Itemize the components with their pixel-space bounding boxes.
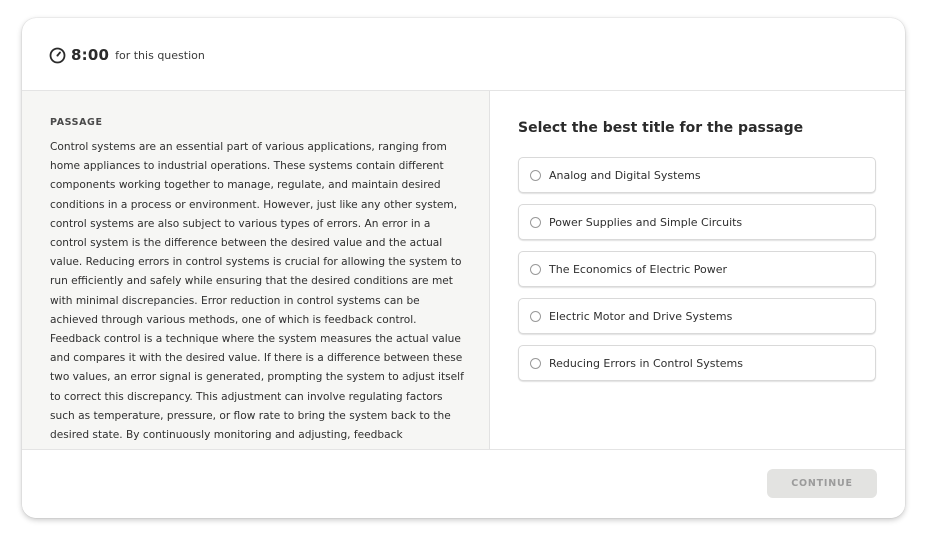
passage-pane[interactable] <box>22 91 490 449</box>
question-body <box>22 91 905 449</box>
passage-label: PASSAGE <box>50 117 103 128</box>
answer-option-label: Power Supplies and Simple Circuits <box>549 215 743 229</box>
answer-option[interactable] <box>518 204 876 240</box>
footer <box>22 449 905 518</box>
timer-suffix: for this question <box>115 48 205 62</box>
answer-option[interactable] <box>518 157 876 193</box>
answer-option-label: Electric Motor and Drive Systems <box>549 309 733 323</box>
question-pane <box>490 91 905 449</box>
answer-options <box>518 157 876 392</box>
stopwatch-icon <box>49 47 66 64</box>
answer-option-label: Analog and Digital Systems <box>549 168 701 182</box>
answer-option[interactable] <box>518 345 876 381</box>
question-timer <box>49 45 205 65</box>
radio-icon[interactable] <box>530 217 541 228</box>
radio-icon[interactable] <box>530 170 541 181</box>
answer-option-label: The Economics of Electric Power <box>549 262 728 276</box>
passage-text: Control systems are an essential part of various applications, ranging from home appliances to industrial operations. These systems contain different components working together to manage, regulate, and maintain desired conditions in a process or environment. However, just like any other system, control systems are also subject to various types of errors. An error in a control system is the difference between the desired value and the actual value. Reducing errors in control systems is crucial for allowing the system to run efficiently and safely while ensuring that the desired conditions are met with minimal discrepancies. Error reduction in control systems can be achieved through various methods, one of which is feedback control. Feedback control is a technique where the system measures the actual value and compares it with the desired value. If there is a difference between these two values, an error signal is generated, prompting the system to adjust itself to correct this discrepancy. This adjustment can involve regulating factors such as temperature, pressure, or flow rate to bring the system back to the desired state. By continuously monitoring and adjusting, feedback <box>50 141 464 442</box>
answer-option[interactable] <box>518 298 876 334</box>
timer-value: 8:00 <box>71 46 110 64</box>
radio-icon[interactable] <box>530 358 541 369</box>
question-title: Select the best title for the passage <box>518 120 804 136</box>
continue-button[interactable]: CONTINUE <box>767 469 877 498</box>
radio-icon[interactable] <box>530 264 541 275</box>
answer-option[interactable] <box>518 251 876 287</box>
header <box>22 18 905 91</box>
question-card <box>22 18 905 518</box>
radio-icon[interactable] <box>530 311 541 322</box>
answer-option-label: Reducing Errors in Control Systems <box>549 356 743 370</box>
